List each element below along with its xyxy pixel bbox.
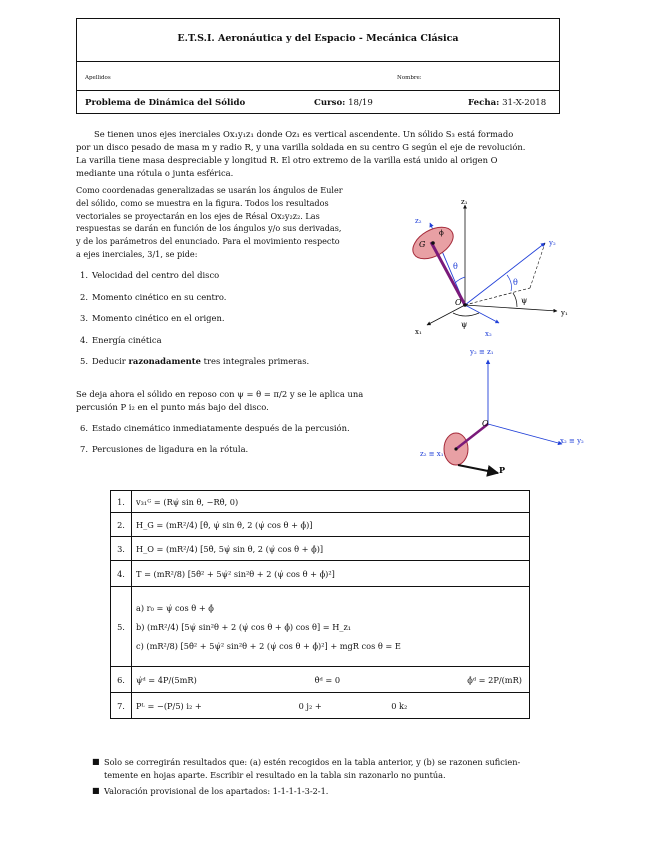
x2-axis xyxy=(465,305,499,323)
result-cell: H_O = (mR²/4) [5θ̇, 5ψ̇ sin θ, 2 (ψ̇ cos θ + ϕ̇)] xyxy=(132,537,530,561)
table-row: 4. T = (mR²/8) [5θ̇² + 5ψ̇² sin²θ + 2 (ψ̇ cos θ + ϕ̇)²] xyxy=(111,561,530,587)
question-item: 4. Energía cinética xyxy=(80,335,162,345)
coords-paragraph xyxy=(76,184,370,261)
coords-line: a ejes inerciales, 3/1, se pide: xyxy=(76,248,198,259)
center-g-dot xyxy=(454,447,457,450)
table-row: 2. H_G = (mR²/4) [θ̇, ψ̇ sin θ, 2 (ψ̇ cos θ + ϕ̇)] xyxy=(111,513,530,537)
label-theta: θ xyxy=(513,278,518,287)
integral-c: c) (mR²/8) [5θ̇² + 5ψ̇² sin²θ + 2 (ψ̇ cos θ + ϕ̇)²] + mgR cos θ = E xyxy=(136,640,401,651)
nombre-label: Nombre: xyxy=(397,75,422,81)
intro-line: Se tienen unos ejes inerciales Ox₁y₁z₁ donde Oz₁ es vertical ascendente. Un sólido S₃ está formado xyxy=(94,129,514,139)
percussion-figure xyxy=(410,342,590,477)
horizontal-axis xyxy=(488,424,562,444)
curso-label: Curso: xyxy=(314,98,346,108)
notes xyxy=(92,756,562,798)
curso-value: 18/19 xyxy=(348,98,373,108)
question-item: 7. Percusiones de ligadura en la rótula. xyxy=(80,444,249,454)
question-item: 6. Estado cinemático inmediatamente después de la percusión. xyxy=(80,423,350,433)
question-item: 3. Momento cinético en el origen. xyxy=(80,313,225,323)
fecha-label: Fecha: xyxy=(468,98,500,108)
table-row: 1. v₃₁ᴳ = (Rψ̇ sin θ, −Rθ̇, 0) xyxy=(111,491,530,513)
rod xyxy=(431,242,465,305)
theta-arc xyxy=(507,275,512,291)
result-cell: v₃₁ᴳ = (Rψ̇ sin θ, −Rθ̇, 0) xyxy=(132,491,530,513)
label-y1: y₁ xyxy=(561,309,568,317)
label-o: O xyxy=(455,298,462,307)
result-cell: H_G = (mR²/4) [θ̇, ψ̇ sin θ, 2 (ψ̇ cos θ + ϕ̇)] xyxy=(132,513,530,537)
divider xyxy=(77,90,559,91)
question-item: 5. Deducir razonadamente tres integrales primeras. xyxy=(80,356,310,366)
result-cell xyxy=(132,667,530,693)
table-row: 3. H_O = (mR²/4) [5θ̇, 5ψ̇ sin θ, 2 (ψ̇ cos θ + ϕ̇)] xyxy=(111,537,530,561)
note-item: ■ Valoración provisional de los apartados: 1-1-1-1-3-2-1. xyxy=(92,786,329,796)
question-item: 2. Momento cinético en su centro. xyxy=(80,292,227,302)
label-left: z₂ ≡ x₁ xyxy=(420,450,444,458)
result-cell xyxy=(132,693,530,719)
table-row: 7. Pᴸ = −(P/5) i₂ + 0 j₂ + 0 k₂ xyxy=(111,693,530,719)
coords-line: vectoriales se proyectarán en los ejes de Résal Ox₂y₂z₂. Las xyxy=(76,210,320,221)
coords-line: y de los parámetros del enunciado. Para el movimiento respecto xyxy=(76,236,340,247)
label-psi: ψ xyxy=(521,296,528,305)
apellidos-label: Apellidos xyxy=(85,75,111,81)
projection-line xyxy=(530,243,545,288)
header-box xyxy=(76,18,560,114)
psi-dot-result: ψ̇ᵈ = 4P/(5mR) xyxy=(136,674,197,685)
label-x1: x₁ xyxy=(415,328,422,336)
percussion-i2: Pᴸ = −(P/5) i₂ + xyxy=(136,700,202,711)
label-psi: ψ xyxy=(461,320,468,329)
coords-line: del sólido, como se muestra en la figura. Todos los resultados xyxy=(76,197,329,208)
intro-line: La varilla tiene masa despreciable y longitud R. El otro extremo de la varilla está unido al origen O xyxy=(76,155,498,165)
percussion-paragraph xyxy=(76,388,386,414)
label-top: y₂ ≡ z₁ xyxy=(470,348,494,356)
coords-line: Como coordenadas generalizadas se usarán los ángulos de Euler xyxy=(76,185,343,195)
coords-line: respuestas se darán en función de los ángulos y/o sus derivadas, xyxy=(76,223,342,234)
phi-dot-result: ϕ̇ᵈ = 2P/(mR) xyxy=(467,674,522,685)
psi-arc xyxy=(513,293,517,307)
question-item: 1. Velocidad del centro del disco xyxy=(80,270,220,280)
label-theta: θ xyxy=(453,262,458,271)
intro-paragraph xyxy=(76,128,560,180)
problem-title: Problema de Dinámica del Sólido xyxy=(85,98,246,108)
label-o: O xyxy=(482,419,489,428)
label-p: P xyxy=(499,465,506,475)
intro-line: por un disco pesado de masa m y radio R, y una varilla soldada en su centro G según el eje de revolución. xyxy=(76,142,526,152)
label-right: x₂ ≡ y₂ xyxy=(560,437,584,445)
center-g-dot xyxy=(431,241,435,245)
label-y2: y₂ xyxy=(549,239,556,247)
percussion-j2: 0 j₂ + xyxy=(298,700,322,711)
percussion-line: percusión P i₂ en el punto más bajo del disco. xyxy=(76,402,269,412)
label-phi: ϕ xyxy=(439,229,444,237)
result-cell: T = (mR²/8) [5θ̇² + 5ψ̇² sin²θ + 2 (ψ̇ cos θ + ϕ̇)²] xyxy=(132,561,530,587)
label-g: G xyxy=(419,240,426,249)
intro-line: mediante una rótula o junta esférica. xyxy=(76,168,234,178)
table-row: 6. ψ̇ᵈ = 4P/(5mR) θ̇ᵈ = 0 ϕ̇ᵈ = 2P/(mR) xyxy=(111,667,530,693)
label-x2: x₂ xyxy=(485,330,492,338)
percussion-line: Se deja ahora el sólido en reposo con ψ = θ = π/2 y se le aplica una xyxy=(76,389,364,399)
theta-arc xyxy=(455,277,465,283)
table-row: 5. a) r₀ = ψ̇ cos θ + ϕ̇ b) (mR²/4) [5ψ̇ sin²θ + 2 (ψ̇ cos θ + ϕ̇) cos θ] = H_z₁ c) (mR²/8) [5θ̇² + 5ψ̇² sin²θ + 2 (ψ̇ cos θ + ϕ̇)²] + mgR cos θ = E xyxy=(111,587,530,667)
note-item: ■ Solo se corregirán resultados que: (a) estén recogidos en la tabla anterior, y (b) se razonen suficien- temente en hojas aparte. Escribir el resultado en la tabla sin razonarlo no puntúa. xyxy=(92,757,521,780)
euler-angles-figure xyxy=(395,195,575,340)
y2-axis xyxy=(465,243,545,305)
header-title: E.T.S.I. Aeronáutica y del Espacio - Mecánica Clásica xyxy=(177,33,459,44)
psi-arc xyxy=(453,313,479,316)
percussion-k2: 0 k₂ xyxy=(391,700,408,711)
integral-a: a) r₀ = ψ̇ cos θ + ϕ̇ xyxy=(136,602,214,613)
theta-dot-result: θ̇ᵈ = 0 xyxy=(314,674,341,685)
integral-b: b) (mR²/4) [5ψ̇ sin²θ + 2 (ψ̇ cos θ + ϕ̇) cos θ] = H_z₁ xyxy=(136,621,352,632)
fecha-value: 31-X-2018 xyxy=(502,98,547,108)
result-cell xyxy=(132,587,530,667)
divider xyxy=(77,61,559,62)
y1-axis xyxy=(465,305,557,311)
label-z2: z₂ xyxy=(415,217,422,225)
origin-dot xyxy=(463,303,467,307)
label-z1: z₁ xyxy=(461,198,468,206)
percussion-arrow xyxy=(458,465,498,473)
results-table xyxy=(110,490,530,719)
